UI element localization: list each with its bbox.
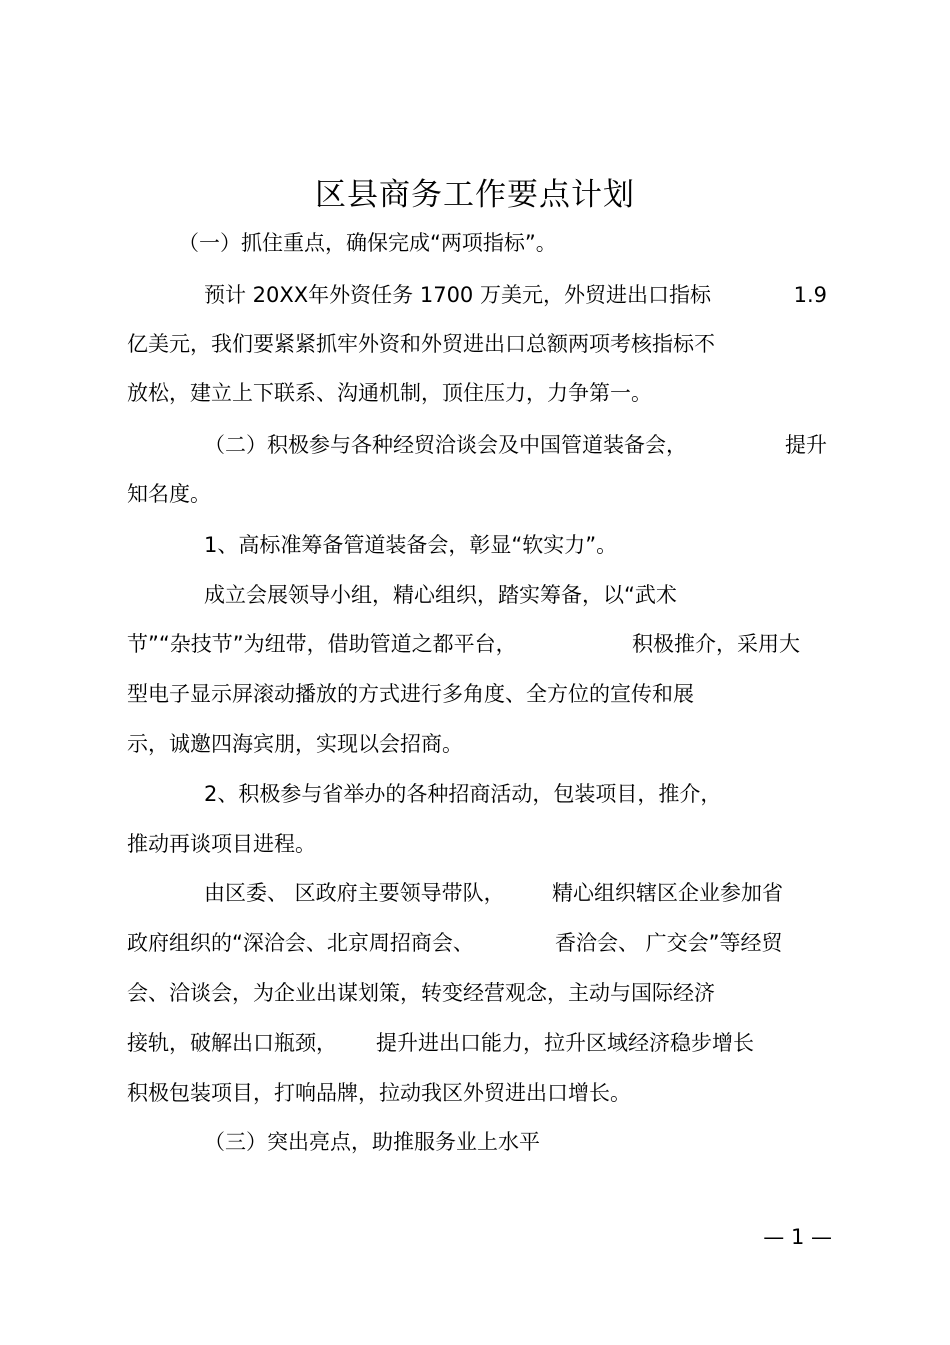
paragraph-line: 香洽会、 广交会”等经贸 bbox=[555, 931, 783, 955]
document-title: 区县商务工作要点计划 bbox=[315, 177, 635, 213]
paragraph-line: 推动再谈项目进程。 bbox=[127, 832, 316, 856]
paragraph-line: 1、高标准筹备管道装备会，彰显“软实力”。 bbox=[204, 533, 618, 557]
paragraph-line: 政府组织的“深洽会、北京周招商会、 bbox=[127, 931, 474, 955]
paragraph-line: 精心组织辖区企业参加省 bbox=[552, 881, 783, 905]
paragraph-line: 亿美元，我们要紧紧抓牢外资和外贸进出口总额两项考核指标不 bbox=[127, 332, 715, 356]
paragraph-line: 示，诚邀四海宾朋，实现以会招商。 bbox=[127, 732, 463, 756]
paragraph-line: 型电子显示屏滚动播放的方式进行多角度、全方位的宣传和展 bbox=[127, 682, 694, 706]
section-heading: （三）突出亮点，助推服务业上水平 bbox=[204, 1130, 540, 1154]
paragraph-line: 提升 bbox=[785, 433, 827, 457]
paragraph-line: 会、洽谈会，为企业出谋划策，转变经营观念，主动与国际经济 bbox=[127, 981, 715, 1005]
paragraph-line: 放松，建立上下联系、沟通机制，顶住压力，力争第一。 bbox=[127, 381, 652, 405]
paragraph-line: （一）抓住重点，确保完成“两项指标”。 bbox=[178, 231, 557, 255]
paragraph-line: 成立会展领导小组，精心组织，踏实筹备，以“武术 bbox=[204, 583, 677, 607]
paragraph-line: 提升进出口能力，拉升区域经济稳步增长 bbox=[376, 1031, 754, 1055]
paragraph-line: （二）积极参与各种经贸洽谈会及中国管道装备会， bbox=[204, 433, 687, 457]
paragraph-line: 由区委、 区政府主要领导带队， bbox=[204, 881, 505, 905]
paragraph-line: 接轨，破解出口瓶颈， bbox=[127, 1031, 337, 1055]
page-number: — 1 — bbox=[763, 1225, 832, 1249]
paragraph-line: 1.9 bbox=[793, 283, 827, 307]
paragraph-line: 预计 20XX年外资任务 1700 万美元，外贸进出口指标 bbox=[204, 283, 711, 307]
paragraph-line: 2、积极参与省举办的各种招商活动，包装项目，推介， bbox=[204, 782, 722, 806]
paragraph-line: 知名度。 bbox=[127, 482, 211, 506]
paragraph-line: 积极包装项目，打响品牌，拉动我区外贸进出口增长。 bbox=[127, 1081, 631, 1105]
paragraph-line: 节”“杂技节”为纽带，借助管道之都平台， bbox=[127, 632, 517, 656]
paragraph-line: 积极推介，采用大 bbox=[632, 632, 800, 656]
